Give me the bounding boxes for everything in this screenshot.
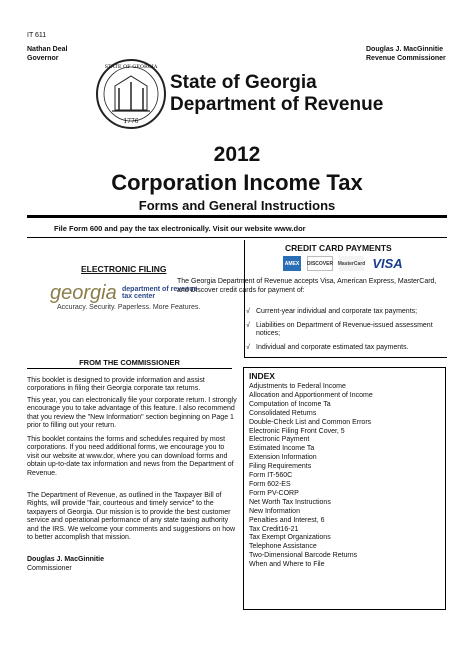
- index-item: Form 602-ES: [249, 480, 291, 488]
- georgia-logo-word: georgia: [50, 282, 117, 304]
- index-item: Estimated Income Ta: [249, 445, 315, 453]
- commissioner-letter-heading: FROM THE COMMISSIONER: [27, 358, 232, 369]
- index-box: [243, 367, 446, 610]
- agency-title: [170, 72, 383, 116]
- index-item: Filing Requirements: [249, 463, 312, 471]
- credit-card-intro: The Georgia Department of Revenue accepts Visa, American Express, MasterCard, and Discover credit cards for payment of:: [177, 278, 437, 294]
- seal-year: 1776: [123, 118, 139, 125]
- document-subtitle: Forms and General Instructions: [138, 198, 336, 213]
- index-item: Telephone Assistance: [249, 543, 317, 551]
- commissioner-title: Revenue Commissioner: [366, 55, 446, 62]
- credit-card-list: [246, 308, 446, 357]
- document-title: Corporation Income Tax: [111, 170, 363, 195]
- index-item: Electronic Filing Front Cover, 5: [249, 427, 345, 435]
- list-item: √ Current-year individual and corporate tax payments;: [246, 308, 418, 315]
- signature-name: Douglas J. MacGinnitie: [27, 556, 105, 563]
- index-item: Tax Exempt Organizations: [249, 534, 331, 542]
- form-code: IT 611: [27, 32, 47, 39]
- divider: [245, 357, 447, 358]
- index-item: New Information: [249, 507, 300, 515]
- efile-slogan: Accuracy. Security. Paperless. More Features.: [57, 304, 201, 311]
- list-item: √ Individual and corporate estimated tax payments.: [246, 343, 409, 351]
- index-item: Net Worth Tax Instructions: [249, 498, 331, 506]
- index-item: Consolidated Returns: [249, 409, 317, 417]
- governor-block: [27, 45, 67, 63]
- seal-top-text: STATE OF GEORGIA: [104, 64, 158, 70]
- index-item: Form IT-560C: [249, 472, 293, 480]
- index-item: Penalties and Interest, 6: [249, 516, 325, 524]
- list-item: √ Liabilities on Department of Revenue-issued assessment notices;: [246, 321, 433, 337]
- agency-line-2: Department of Revenue: [170, 94, 384, 115]
- index-item: Two-Dimensional Barcode Returns: [249, 552, 358, 560]
- index-item: When and Where to File: [249, 561, 325, 569]
- index-item: Form PV-CORP: [249, 489, 299, 497]
- letter-paragraph: The Department of Revenue, as outlined in the Taxpayer Bill of Rights, will provide "fair, courteous and timely service" to the taxpayers of Georgia. Our mission is to provide the best customer service and operational performance of any state taxing authority and the IRS. We welcome your comments and suggestions on how to better accomplish that mission.: [27, 492, 236, 542]
- index-list: [249, 383, 440, 570]
- mastercard-logo-icon: MasterCard: [339, 256, 364, 271]
- heavy-divider: [27, 215, 447, 218]
- card-logos: [283, 256, 405, 274]
- letter-paragraph: This booklet is designed to provide information and assist corporations in filing their Georgia corporate tax returns.: [27, 377, 205, 393]
- index-item: Tax Credit16-21: [249, 525, 299, 533]
- amex-logo-icon: AMEX: [283, 256, 301, 271]
- commissioner-block: [366, 45, 446, 63]
- letter-paragraph: This booklet contains the forms and schedules required by most corporations. If you need additional forms, we encourage you to visit our website at www.dor, where you can download forms and obtain up-to-date tax information and news from the Department of Revenue.: [27, 436, 234, 477]
- letter-paragraph: This year, you can electronically file your corporate return. I strongly encourage you to take advantage of this feature. I also recommend that you review the "New Information" section beginning on Page 1 prior to filling out your return.: [27, 397, 237, 430]
- electronic-filing-heading: ELECTRONIC FILING: [81, 264, 167, 274]
- check-icon: √: [246, 321, 250, 329]
- index-item: Electronic Payment: [249, 436, 310, 444]
- tax-year: 2012: [213, 143, 261, 166]
- signature-block: [27, 555, 104, 573]
- efile-instruction: File Form 600 and pay the tax electronically. Visit our website www.dor: [54, 224, 306, 233]
- agency-line-1: State of Georgia: [170, 72, 317, 93]
- index-item: Extension Information: [249, 454, 317, 462]
- check-icon: √: [246, 343, 250, 351]
- index-item: Allocation and Apportionment of Income: [249, 391, 373, 399]
- credit-card-heading: CREDIT CARD PAYMENTS: [285, 243, 392, 253]
- logo-dept-line-1: department of revenue: [122, 286, 198, 293]
- commissioner-name: Douglas J. MacGinnitie: [366, 46, 444, 53]
- visa-logo-icon: VISA: [372, 256, 403, 271]
- governor-name: Nathan Deal: [27, 46, 68, 53]
- check-icon: √: [246, 308, 250, 315]
- discover-logo-icon: DISCOVER: [307, 256, 333, 271]
- index-heading: INDEX: [249, 371, 275, 381]
- index-item: Double-Check List and Common Errors: [249, 418, 372, 426]
- divider: [27, 237, 447, 238]
- logo-dept-line-2: tax center: [122, 293, 156, 300]
- index-item: Computation of Income Ta: [249, 400, 331, 408]
- signature-title: Commissioner: [27, 565, 72, 572]
- column-divider: [244, 240, 245, 358]
- index-item: Adjustments to Federal Income: [249, 383, 346, 390]
- governor-title: Governor: [27, 55, 59, 62]
- state-seal-icon: [95, 52, 167, 137]
